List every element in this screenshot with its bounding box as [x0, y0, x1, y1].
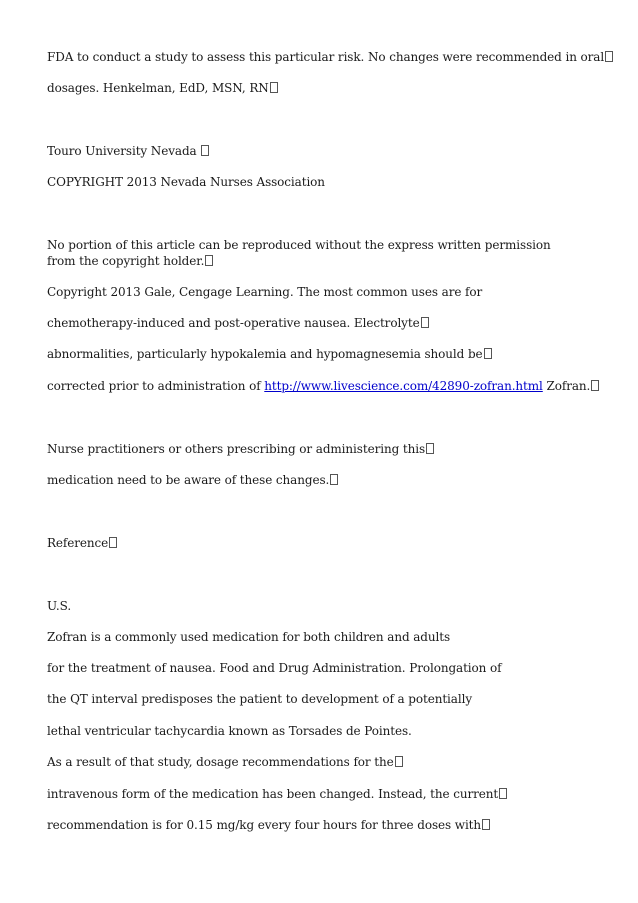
text-line [47, 174, 325, 190]
line-text: abnormalities, particularly hypokalemia and hypomagnesemia should be [47, 347, 483, 361]
line-text: chemotherapy-induced and post-operative nausea. Electrolyte [47, 316, 420, 330]
glyph-placeholder-icon [499, 788, 507, 799]
glyph-placeholder-icon [270, 82, 278, 93]
glyph-placeholder-icon [605, 51, 613, 62]
text-line [47, 754, 403, 770]
text-line [47, 598, 71, 614]
text-paragraph [47, 237, 567, 269]
glyph-placeholder-icon [109, 537, 117, 548]
glyph-placeholder-icon [482, 819, 490, 830]
text-line [47, 660, 501, 676]
line-text: Touro University Nevada [47, 144, 201, 158]
text-line [47, 441, 434, 457]
text-line [47, 472, 338, 488]
glyph-placeholder-icon [421, 317, 429, 328]
line-text: U.S. [47, 599, 72, 613]
line-text: Zofran is a commonly used medication for both children and adults [47, 630, 451, 644]
glyph-placeholder-icon [395, 756, 403, 767]
line-text: medication need to be aware of these changes. [47, 473, 330, 487]
line-text: No portion of this article can be reproduced without the express written permission from the copyright holder. [47, 238, 551, 268]
text-line [47, 378, 599, 394]
text-line [47, 786, 507, 802]
line-text: FDA to conduct a study to assess this particular risk. No changes were recommended in oral [47, 50, 605, 64]
text-line [47, 817, 490, 833]
line-text: Nurse practitioners or others prescribing or administering this [47, 442, 426, 456]
text-line [47, 691, 472, 707]
text-line [47, 284, 482, 300]
line-text: recommendation is for 0.15 mg/kg every four hours for three doses with [47, 818, 482, 832]
text-line [47, 346, 492, 362]
glyph-placeholder-icon [426, 443, 434, 454]
glyph-placeholder-icon [330, 474, 338, 485]
text-line [47, 49, 613, 65]
line-text: dosages. Henkelman, EdD, MSN, RN [47, 81, 269, 95]
line-text: COPYRIGHT 2013 Nevada Nurses Association [47, 175, 325, 189]
line-text: intravenous form of the medication has been changed. Instead, the current [47, 787, 499, 801]
livescience-link[interactable]: http://www.livescience.com/42890-zofran.html [264, 379, 543, 393]
glyph-placeholder-icon [201, 145, 209, 156]
text-line [47, 315, 429, 331]
line-text: Reference [47, 536, 109, 550]
glyph-placeholder-icon [484, 348, 492, 359]
text-line [47, 723, 412, 739]
glyph-placeholder-icon [205, 255, 213, 266]
line-text: Copyright 2013 Gale, Cengage Learning. The most common uses are for [47, 285, 483, 299]
line-text: lethal ventricular tachycardia known as Torsades de Pointes. [47, 724, 412, 738]
line-text: corrected prior to administration of [47, 379, 265, 393]
line-text: for the treatment of nausea. Food and Drug Administration. Prolongation of [47, 661, 502, 675]
text-line [47, 80, 278, 96]
line-text: As a result of that study, dosage recommendations for the [47, 755, 394, 769]
text-line [47, 143, 209, 159]
glyph-placeholder-icon [591, 380, 599, 391]
line-text: the QT interval predisposes the patient to development of a potentially [47, 692, 472, 706]
text-line [47, 629, 450, 645]
section-heading [47, 535, 117, 551]
line-text: Zofran. [542, 379, 591, 393]
